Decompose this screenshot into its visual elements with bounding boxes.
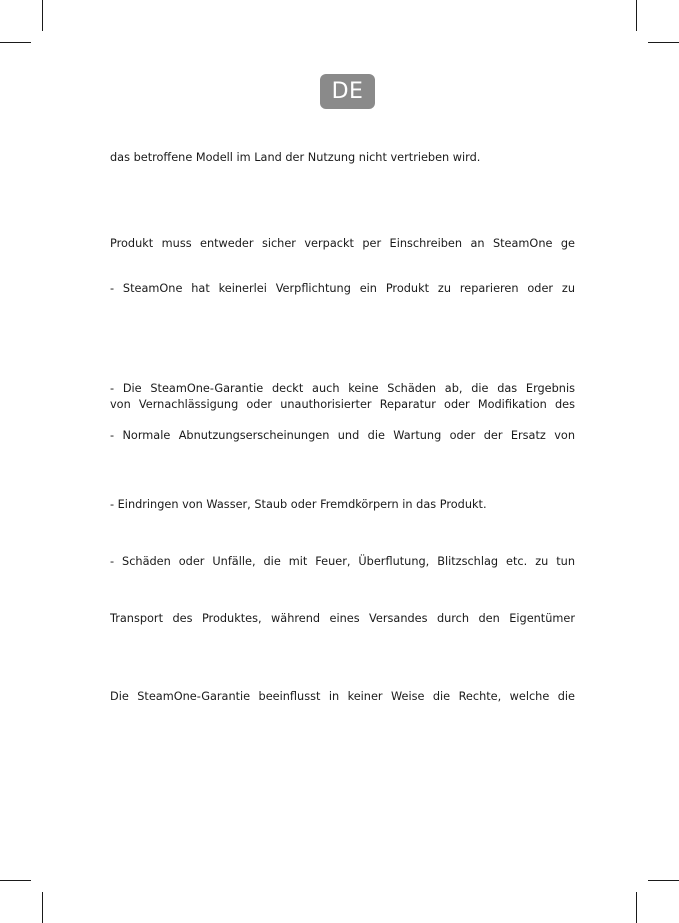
language-badge-label: DE [331, 79, 364, 104]
text-line: - SteamOne hat keinerlei Verpflichtung ein Produkt zu reparieren oder zu [110, 282, 575, 295]
crop-mark-top-right-vertical [636, 0, 637, 31]
text-line: - Eindringen von Wasser, Staub oder Fremdkörpern in das Produkt. [110, 498, 487, 511]
text-line: Transport des Produktes, während eines Versandes durch den Eigentümer [110, 612, 575, 625]
text-line: Produkt muss entweder sicher verpackt per Einschreiben an SteamOne ge [110, 237, 575, 250]
text-line: Die SteamOne-Garantie beeinflusst in keiner Weise die Rechte, welche die [110, 690, 575, 703]
language-badge [320, 74, 375, 109]
crop-mark-top-left-horizontal [0, 42, 31, 43]
crop-mark-top-left-vertical [42, 0, 43, 31]
crop-mark-bottom-right-vertical [636, 892, 637, 923]
text-line: von Vernachlässigung oder unauthorisierter Reparatur oder Modifikation des [110, 398, 575, 411]
crop-mark-bottom-left-horizontal [0, 880, 31, 881]
crop-mark-bottom-right-horizontal [648, 880, 679, 881]
text-line: - Schäden oder Unfälle, die mit Feuer, Überflutung, Blitzschlag etc. zu tun [110, 555, 575, 568]
crop-mark-bottom-left-vertical [42, 892, 43, 923]
text-line: - Normale Abnutzungserscheinungen und die Wartung oder der Ersatz von [110, 429, 575, 442]
crop-mark-top-right-horizontal [648, 42, 679, 43]
text-line: das betroffene Modell im Land der Nutzung nicht vertrieben wird. [110, 151, 481, 164]
text-line: - Die SteamOne-Garantie deckt auch keine Schäden ab, die das Ergebnis [110, 382, 575, 395]
